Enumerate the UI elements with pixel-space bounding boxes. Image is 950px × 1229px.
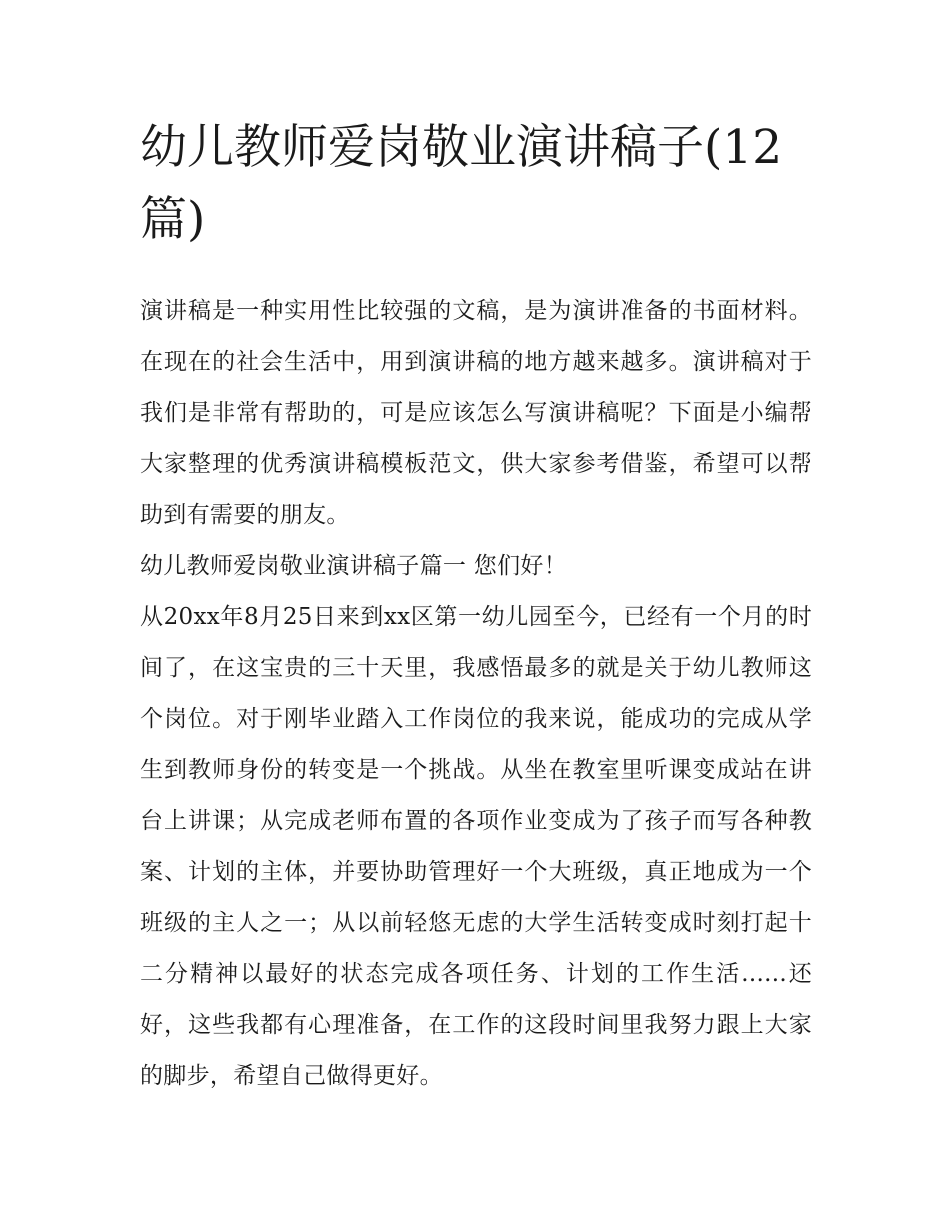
body-paragraph: 从20xx年8月25日来到xx区第一幼儿园至今，已经有一个月的时间了，在这宝贵的三十天里，我感悟最多的就是关于幼儿教师这个岗位。对于刚毕业踏入工作岗位的我来说，能成功的完成从学生到教师身份的转变是一个挑战。从坐在教室里听课变成站在讲台上讲课；从完成老师布置的各项作业变成为了孩子而写各种教案、计划的主体，并要协助管理好一个大班级，真正地成为一个班级的主人之一；从以前轻悠无虑的大学生活转变成时刻打起十二分精神以最好的状态完成各项任务、计划的工作生活......还好，这些我都有心理准备，在工作的这段时间里我努力跟上大家的脚步，希望自己做得更好。 (140, 604, 812, 1089)
document-page (140, 112, 812, 1102)
document-title: 幼儿教师爱岗敬业演讲稿子(12篇) (140, 120, 783, 247)
intro-paragraph: 演讲稿是一种实用性比较强的文稿，是为演讲准备的书面材料。在现在的社会生活中，用到演讲稿的地方越来越多。演讲稿对于我们是非常有帮助的，可是应该怎么写演讲稿呢？下面是小编帮大家整理的优秀演讲稿模板范文，供大家参考借鉴，希望可以帮助到有需要的朋友。 (140, 298, 812, 528)
section-heading: 幼儿教师爱岗敬业演讲稿子篇一 您们好！ (140, 553, 568, 579)
